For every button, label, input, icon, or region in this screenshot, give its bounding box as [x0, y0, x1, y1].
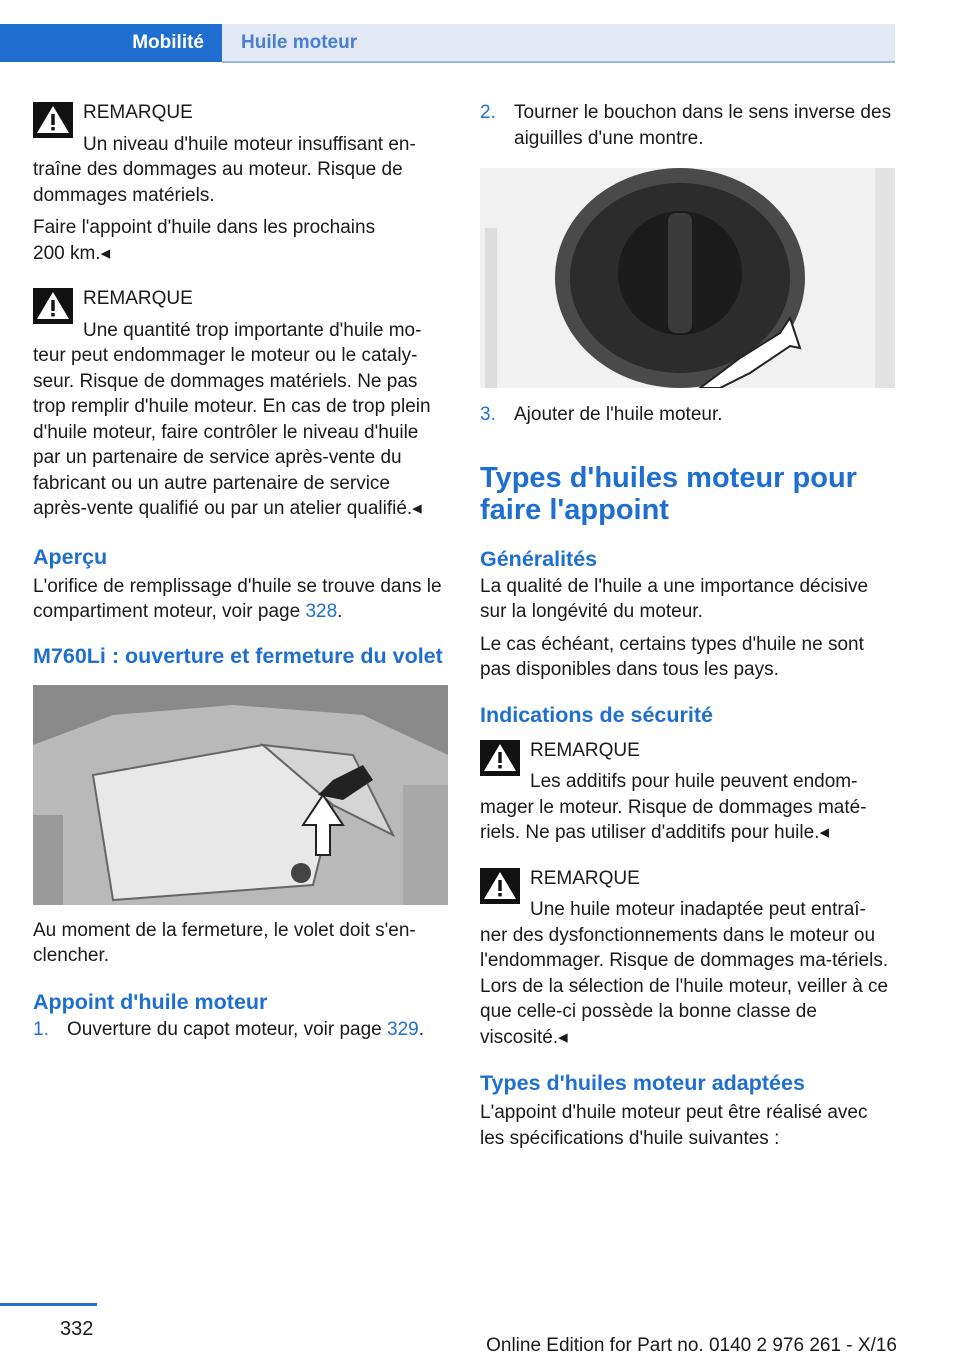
warning-icon	[33, 288, 73, 324]
warning-title: REMARQUE	[530, 739, 640, 761]
footer-divider	[0, 1303, 97, 1306]
heading-securite: Indications de sécurité	[480, 702, 713, 727]
tab-mobilite[interactable]: Mobilité	[0, 24, 222, 62]
section-m760	[33, 643, 448, 969]
step-item: 2. Tourner le bouchon dans le sens inverse des aiguilles d'une montre.	[480, 102, 892, 149]
heading-generalites: Généralités	[480, 546, 598, 571]
apercu-text: L'orifice de remplissage d'huile se trouve dans le compartiment moteur, voir page 328.	[33, 575, 442, 622]
generalites-text-2: Le cas échéant, certains types d'huile ne sont pas disponibles dans tous les pays.	[480, 633, 864, 680]
warning-title: REMARQUE	[530, 867, 640, 889]
section-apercu	[33, 544, 448, 625]
page-link[interactable]: 328	[305, 601, 338, 622]
step-item: 3. Ajouter de l'huile moteur.	[480, 402, 895, 428]
warning-line: Une quantité trop importante d'huile mo-	[83, 319, 422, 341]
warning-text: mager le moteur. Risque de dommages maté-riels. Ne pas utiliser d'additifs pour huile.◂	[480, 796, 867, 843]
adaptees-text: L'appoint d'huile moteur peut être réalisé avec les spécifications d'huile suivantes :	[480, 1102, 868, 1149]
page-link[interactable]: 329	[387, 1018, 419, 1040]
generalites-text: La qualité de l'huile a une importance décisive sur la longévité du moteur.	[480, 575, 869, 622]
m760-caption: Au moment de la fermeture, le volet doit s'en-clencher.	[33, 919, 416, 966]
step-number: 3.	[480, 404, 496, 425]
heading-m760: M760Li : ouverture et fermeture du volet	[33, 643, 443, 668]
warning-title: REMARQUE	[83, 102, 193, 123]
warning-text-2: Faire l'appoint d'huile dans les prochains 200 km.◂	[33, 217, 376, 264]
oil-cap-photo	[480, 168, 895, 388]
section-title: Types d'huiles moteur pour faire l'appoint	[480, 461, 857, 526]
warning-text: ner des dysfonctionnements dans le moteur ou l'endommager. Risque de dommages ma-tériels. Lors de la sélection de l'huile moteur, veiller à ce que celle-ci possède la bonne classe de viscosité.◂	[480, 924, 889, 1048]
section-generalites	[480, 546, 895, 683]
right-column	[480, 100, 895, 1151]
header-divider	[222, 61, 895, 63]
edition-text: Online Edition for Part no. 0140 2 976 261 - X/16	[486, 1335, 897, 1356]
warning-icon	[33, 102, 73, 138]
tab-huile-moteur[interactable]: Huile moteur	[222, 24, 895, 62]
warning-block	[480, 738, 895, 846]
section-appoint	[33, 989, 448, 1043]
heading-adaptees: Types d'huiles moteur adaptées	[480, 1071, 805, 1095]
warning-text: traîne des dommages au moteur. Risque de dommages matériels.	[33, 159, 403, 206]
warning-icon	[480, 868, 520, 904]
warning-icon	[480, 740, 520, 776]
page-number: 332	[60, 1318, 94, 1340]
header-bar	[0, 24, 895, 62]
left-column	[33, 100, 448, 1042]
warning-line: Un niveau d'huile moteur insuffisant en-	[83, 133, 416, 155]
step-number: 2.	[480, 102, 496, 123]
step-number: 1.	[33, 1018, 49, 1040]
section-adaptees	[480, 1070, 895, 1151]
warning-title: REMARQUE	[83, 288, 193, 309]
warning-line: Une huile moteur inadaptée peut entraî-	[530, 899, 866, 920]
warning-line: Les additifs pour huile peuvent endom-	[530, 771, 858, 792]
warning-block	[480, 866, 895, 1051]
heading-appoint: Appoint d'huile moteur	[33, 989, 268, 1014]
warning-text: teur peut endommager le moteur ou le cataly-seur. Risque de dommages matériels. Ne pas trop remplir d'huile moteur. En cas de trop plein d'huile moteur, faire contrôler le niveau d'huile par un partenaire de service après-vente du fabricant ou un autre partenaire de service après-vente qualifié ou par un atelier qualifié.◂	[33, 345, 431, 519]
heading-apercu: Aperçu	[33, 544, 108, 569]
warning-block	[33, 286, 448, 522]
warning-block	[33, 100, 448, 266]
section-securite	[480, 702, 895, 1051]
engine-cover-photo	[33, 685, 448, 905]
step-item: 1. Ouverture du capot moteur, voir page 329.	[33, 1017, 448, 1043]
